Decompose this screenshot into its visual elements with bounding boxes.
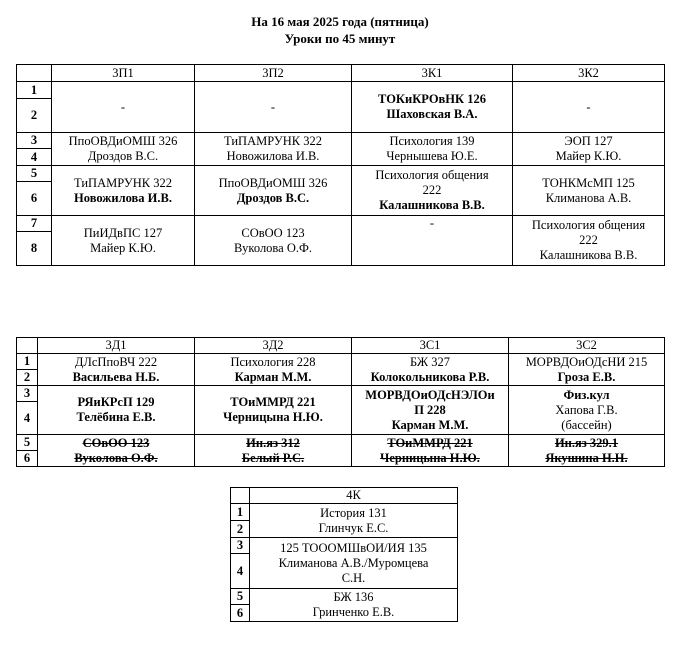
corner-cell [231, 488, 250, 504]
group-header-3s2: 3С2 [509, 338, 665, 354]
lesson-number: 3 [17, 133, 52, 149]
group-header-4k: 4К [250, 488, 458, 504]
lesson-number: 3 [17, 386, 38, 402]
cell-3d2-p56: Ин.яз 312 Белый Р.С. [195, 435, 352, 467]
cell-3d2-p34: ТОиММРД 221 Черницына Н.Ю. [195, 386, 352, 435]
lesson-number: 6 [231, 605, 250, 622]
lesson-number: 1 [231, 504, 250, 521]
cell-4k-p34: 125 ТОООМШвОИ/ИЯ 135 Климанова А.В./Муромцева С.Н. [250, 538, 458, 589]
cell-3p1-p34: ПпоОВДиОМШ 326 Дроздов В.С. [52, 133, 195, 166]
cell-3p2-p56: ПпоОВДиОМШ 326 Дроздов В.С. [195, 166, 352, 216]
lesson-number: 6 [17, 451, 38, 467]
group-header-3s1: 3С1 [352, 338, 509, 354]
cell-4k-p12: История 131 Глинчук Е.С. [250, 504, 458, 538]
cell-3p2-p78: СОвОО 123 Вуколова О.Ф. [195, 216, 352, 266]
schedule-table-4k [230, 487, 458, 622]
cell-3s2-p56: Ин.яз 329.1 Якушина Н.Н. [509, 435, 665, 467]
corner-cell [17, 338, 38, 354]
lesson-number: 8 [17, 232, 52, 266]
cell-3d1-p12: ДЛсПпоВЧ 222 Васильева Н.Б. [38, 354, 195, 386]
cell-3k2-p12: - [513, 82, 665, 133]
schedule-table-3-course-a [16, 64, 665, 266]
lesson-number: 1 [17, 82, 52, 99]
cell-3d1-p56: СОвОО 123 Вуколова О.Ф. [38, 435, 195, 467]
lesson-number: 5 [17, 166, 52, 182]
group-header-3p1: 3П1 [52, 65, 195, 82]
cell-3k1-p78: - [352, 216, 513, 266]
lesson-number: 2 [17, 370, 38, 386]
lesson-number: 1 [17, 354, 38, 370]
lesson-number: 5 [231, 589, 250, 605]
cell-3k2-p56: ТОНКМсМП 125 Климанова А.В. [513, 166, 665, 216]
cell-3k1-p56: Психология общения 222 Калашникова В.В. [352, 166, 513, 216]
cell-3p1-p78: ПиИДвПС 127 Майер К.Ю. [52, 216, 195, 266]
cell-3s1-p34: МОРВДОиОДсНЭЛОи П 228 Карман М.М. [352, 386, 509, 435]
cell-3s2-p12: МОРВДОиОДсНИ 215 Гроза Е.В. [509, 354, 665, 386]
lesson-number: 6 [17, 182, 52, 216]
schedule-lesson-duration: Уроки по 45 минут [284, 31, 396, 46]
cell-3d1-p34: РЯиКРсП 129 Телёбина Е.В. [38, 386, 195, 435]
schedule-date-title: На 16 мая 2025 года (пятница) [251, 14, 429, 29]
cell-3p1-p12: - [52, 82, 195, 133]
cell-4k-p56: БЖ 136 Гринченко Е.В. [250, 589, 458, 622]
cell-3k1-p12: ТОКиКРОвНК 126 Шаховская В.А. [352, 82, 513, 133]
group-header-3d2: 3Д2 [195, 338, 352, 354]
lesson-number: 5 [17, 435, 38, 451]
lesson-number: 2 [231, 521, 250, 538]
lesson-number: 4 [17, 149, 52, 166]
cell-3s1-p12: БЖ 327 Колокольникова Р.В. [352, 354, 509, 386]
cell-3p2-p34: ТиПАМРУНК 322 Новожилова И.В. [195, 133, 352, 166]
cell-3k2-p78: Психология общения 222 Калашникова В.В. [513, 216, 665, 266]
schedule-table-3-course-b [16, 337, 665, 467]
cell-3k2-p34: ЭОП 127 Майер К.Ю. [513, 133, 665, 166]
group-header-3k2: 3К2 [513, 65, 665, 82]
cell-3s2-p34: Физ.кул Хапова Г.В. (бассейн) [509, 386, 665, 435]
lesson-number: 3 [231, 538, 250, 554]
group-header-3p2: 3П2 [195, 65, 352, 82]
cell-3k1-p34: Психология 139 Чернышева Ю.Е. [352, 133, 513, 166]
cell-3p2-p12: - [195, 82, 352, 133]
cell-3d2-p12: Психология 228 Карман М.М. [195, 354, 352, 386]
group-header-3k1: 3К1 [352, 65, 513, 82]
lesson-number: 4 [231, 554, 250, 589]
cell-3s1-p56: ТОиММРД 221 Черницына Н.Ю. [352, 435, 509, 467]
lesson-number: 4 [17, 402, 38, 435]
corner-cell [17, 65, 52, 82]
lesson-number: 7 [17, 216, 52, 232]
cell-3p1-p56: ТиПАМРУНК 322 Новожилова И.В. [52, 166, 195, 216]
group-header-3d1: 3Д1 [38, 338, 195, 354]
lesson-number: 2 [17, 99, 52, 133]
